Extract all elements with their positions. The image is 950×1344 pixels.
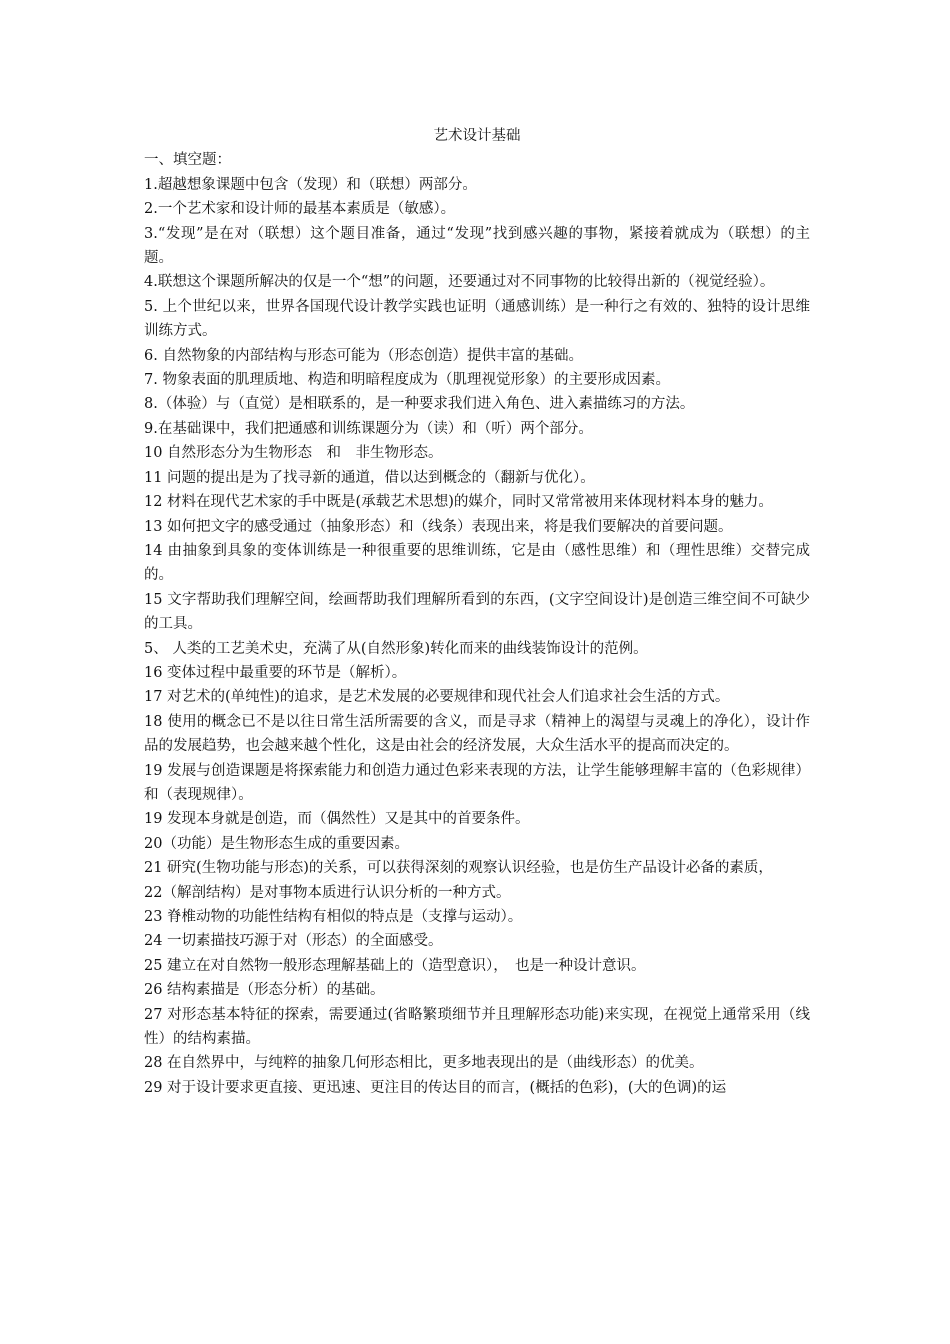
question-item: 11 问题的提出是为了找寻新的通道，借以达到概念的（翻新与优化）。	[144, 469, 595, 486]
question-item: 7. 物象表面的肌理质地、构造和明暗程度成为（肌理视觉形象）的主要形成因素。	[144, 372, 670, 389]
question-item: 21 研究(生物功能与形态)的关系，可以获得深刻的观察认识经验，也是仿生产品设计必备的素质，	[144, 860, 773, 877]
document-body	[144, 124, 810, 1100]
question-item: 5、 人类的工艺美术史，充满了从(自然形象)转化而来的曲线装饰设计的范例。	[144, 640, 648, 657]
question-item: 13 如何把文字的感受通过（抽象形态）和（线条）表现出来，将是我们要解决的首要问题。	[144, 518, 733, 535]
question-item: 25 建立在对自然物一般形态理解基础上的（造型意识）， 也是一种设计意识。	[144, 957, 646, 974]
question-item: 15 文字帮助我们理解空间，绘画帮助我们理解所看到的东西，(文字空间设计)是创造三维空间不可缺少的工具。	[144, 591, 810, 633]
question-item: 12 材料在现代艺术家的手中既是(承载艺术思想)的媒介，同时又常常被用来体现材料本身的魅力。	[144, 494, 773, 511]
question-list	[144, 173, 810, 1100]
question-item: 10 自然形态分为生物形态 和 非生物形态。	[144, 445, 443, 462]
question-item: 6. 自然物象的内部结构与形态可能为（形态创造）提供丰富的基础。	[144, 347, 583, 364]
question-item: 14 由抽象到具象的变体训练是一种很重要的思维训练，它是由（感性思维）和（理性思维）交替完成的。	[144, 542, 810, 584]
question-item: 2.一个艺术家和设计师的最基本素质是（敏感）。	[144, 201, 456, 218]
question-item: 28 在自然界中，与纯粹的抽象几何形态相比，更多地表现出的是（曲线形态）的优美。	[144, 1055, 704, 1072]
question-item: 29 对于设计要求更直接、更迅速、更注目的传达目的而言，(概括的色彩)，(大的色调)的运	[144, 1079, 727, 1096]
question-item: 19 发展与创造课题是将探索能力和创造力通过色彩来表现的方法，让学生能够理解丰富的（色彩规律）和（表现规律）。	[144, 762, 810, 803]
question-item: 19 发现本身就是创造，而（偶然性）又是其中的首要条件。	[144, 811, 530, 828]
question-item: 4.联想这个课题所解决的仅是一个“想”的问题，还要通过对不同事物的比较得出新的（视觉经验）。	[144, 274, 775, 291]
document-title: 艺术设计基础	[433, 128, 521, 144]
question-item: 18 使用的概念已不是以往日常生活所需要的含义，而是寻求（精神上的渴望与灵魂上的净化），设计作品的发展趋势，也会越来越个性化，这是由社会的经济发展，大众生活水平的提高而决定的。	[144, 713, 810, 755]
question-item: 1.超越想象课题中包含（发现）和（联想）两部分。	[144, 176, 477, 193]
question-item: 26 结构素描是（形态分析）的基础。	[144, 982, 385, 999]
question-item: 16 变体过程中最重要的环节是（解析）。	[144, 664, 407, 681]
question-item: 24 一切素描技巧源于对（形态）的全面感受。	[144, 933, 443, 950]
question-item: 17 对艺术的(单纯性)的追求，是艺术发展的必要规律和现代社会人们追求社会生活的方式。	[144, 689, 730, 706]
question-item: 23 脊椎动物的功能性结构有相似的特点是（支撑与运动）。	[144, 909, 523, 925]
question-item: 3.“发现”是在对（联想）这个题目准备，通过“发现”找到感兴趣的事物，紧接着就成为（联想）的主题。	[144, 225, 810, 267]
question-item: 20（功能）是生物形态生成的重要因素。	[144, 835, 409, 852]
question-item: 8.（体验）与（直觉）是相联系的，是一种要求我们进入角色、进入素描练习的方法。	[144, 396, 695, 413]
question-item: 27 对形态基本特征的探索，需要通过(省略繁琐细节并且理解形态功能)来实现，在视觉上通常采用（线性）的结构素描。	[144, 1006, 810, 1048]
question-item: 9.在基础课中，我们把通感和训练课题分为（读）和（听）两个部分。	[144, 420, 593, 437]
question-item: 5. 上个世纪以来，世界各国现代设计教学实践也证明（通感训练）是一种行之有效的、独特的设计思维训练方式。	[144, 298, 810, 340]
section-heading: 一、填空题：	[144, 152, 231, 169]
question-item: 22（解剖结构）是对事物本质进行认识分析的一种方式。	[144, 884, 511, 901]
